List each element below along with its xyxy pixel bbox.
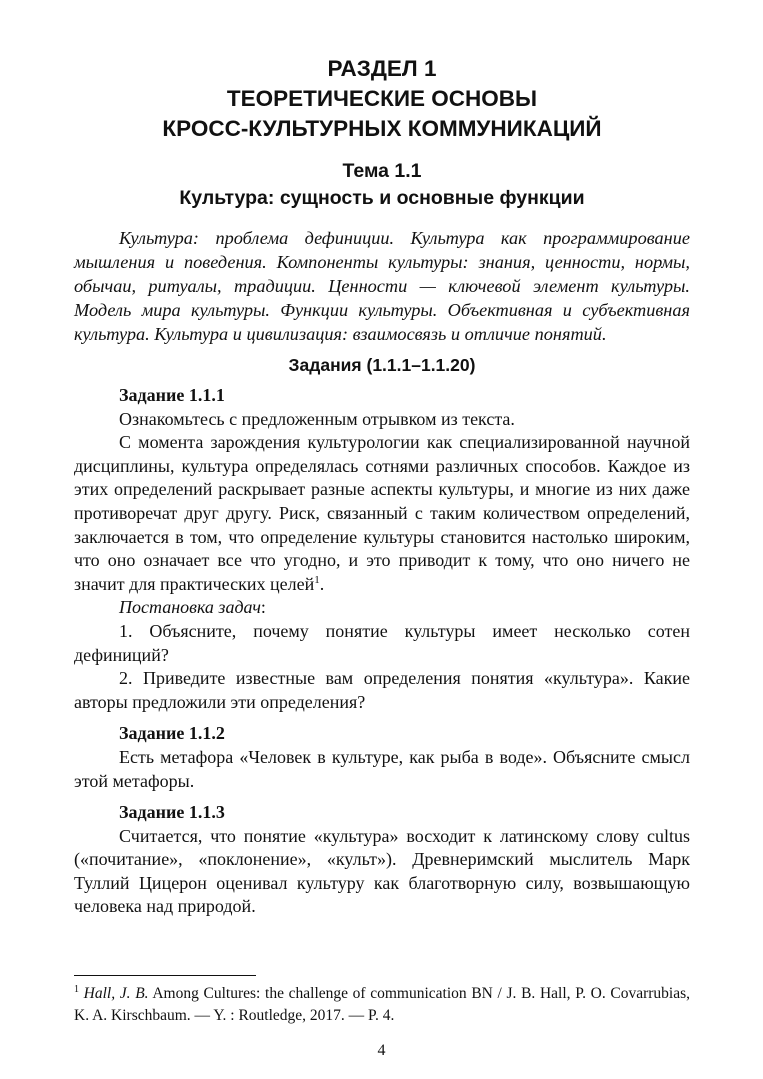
footnote-reference[interactable]: 1 bbox=[314, 573, 320, 586]
section-number: РАЗДЕЛ 1 bbox=[327, 56, 437, 81]
task-2-body: Есть метафора «Человек в культуре, как рыба в воде». Объясните смысл этой метафоры. bbox=[74, 746, 690, 791]
task-3-label: Задание 1.1.3 bbox=[119, 802, 225, 823]
task-setting-label: Постановка задач bbox=[119, 597, 261, 618]
topic-title: Культура: сущность и основные функции bbox=[179, 187, 585, 209]
footnote-author: Hall, J. B. bbox=[83, 985, 149, 1002]
task-1-intro: Ознакомьтесь с предложенным отрывком из текста. bbox=[119, 408, 515, 429]
topic-number: Тема 1.1 bbox=[342, 160, 422, 182]
section-heading bbox=[74, 54, 690, 144]
task-2-label: Задание 1.1.2 bbox=[119, 723, 225, 744]
footnote bbox=[74, 983, 690, 1027]
task-1-excerpt: С момента зарождения культурологии как специализированной научной дисциплины, культура определялась сотнями различных способов. Каждое из этих определений раскрывает разные аспекты культуры, и многие из них даже противоречат друг другу. Риск, связанный с таким количеством определений, заключается в том, что определение культуры становится настолько широким, что оно означает все что угодно, и это приводит к тому, что оно ничего не значит для практических целей$^1$. bbox=[74, 432, 690, 594]
task-1-question-1: 1. Объясните, почему понятие культуры имеет несколько сотен дефиниций? bbox=[74, 620, 690, 665]
footnote-divider bbox=[74, 975, 256, 976]
page-body bbox=[74, 54, 690, 919]
task-1-question-2: 2. Приведите известные вам определения понятия «культура». Какие авторы предложили эти определения? bbox=[74, 668, 690, 712]
section-title-line-1: ТЕОРЕТИЧЕСКИЕ ОСНОВЫ bbox=[226, 86, 538, 111]
task-3-body: Считается, что понятие «культура» восходит к латинскому слову cultus («почитание», «поклонение», «культ»). Древнеримский мыслитель Марк Туллий Цицерон оценивал культуру как благотворную силу, возвышающую человека над природой. bbox=[74, 825, 690, 917]
task-1-label: Задание 1.1.1 bbox=[119, 385, 225, 405]
task-1-setting: Постановка задач: bbox=[119, 597, 266, 618]
page-number: 4 bbox=[377, 1042, 386, 1059]
task-1-excerpt-text: С момента зарождения культурологии как специализированной научной дисциплины, культура определялась сотнями различных способов. Каждое из этих определений раскрывает разные аспекты культуры, и многие из них даже противоречат друг другу. Риск, связанный с таким количеством определений, заключается в том, что определение культуры становится настолько широким, что оно означает все что угодно, и это приводит к тому, что оно ничего не значит для практических целей bbox=[74, 432, 690, 594]
topic-abstract: Культура: проблема дефиниции. Культура как программирование мышления и поведения. Компоненты культуры: знания, ценности, нормы, обычаи, ритуалы, традиции. Ценности — ключевой элемент культуры. Модель мира культуры. Функции культуры. Объективная и субъективная культура. Культура и цивилизация: взаимосвязь и отличие понятий. bbox=[74, 228, 690, 344]
footnote-text: Among Cultures: the challenge of communication BN / J. B. Hall, P. O. Covarrubias, K. A. Kirschbaum. — Y. : Routledge, 2017. — P. 4. bbox=[74, 985, 691, 1024]
footnote-mark: 1 bbox=[74, 983, 79, 995]
section-title-line-2: КРОСС-КУЛЬТУРНЫХ КОММУНИКАЦИЙ bbox=[162, 116, 602, 141]
tasks-heading: Задания (1.1.1–1.1.20) bbox=[288, 355, 476, 375]
